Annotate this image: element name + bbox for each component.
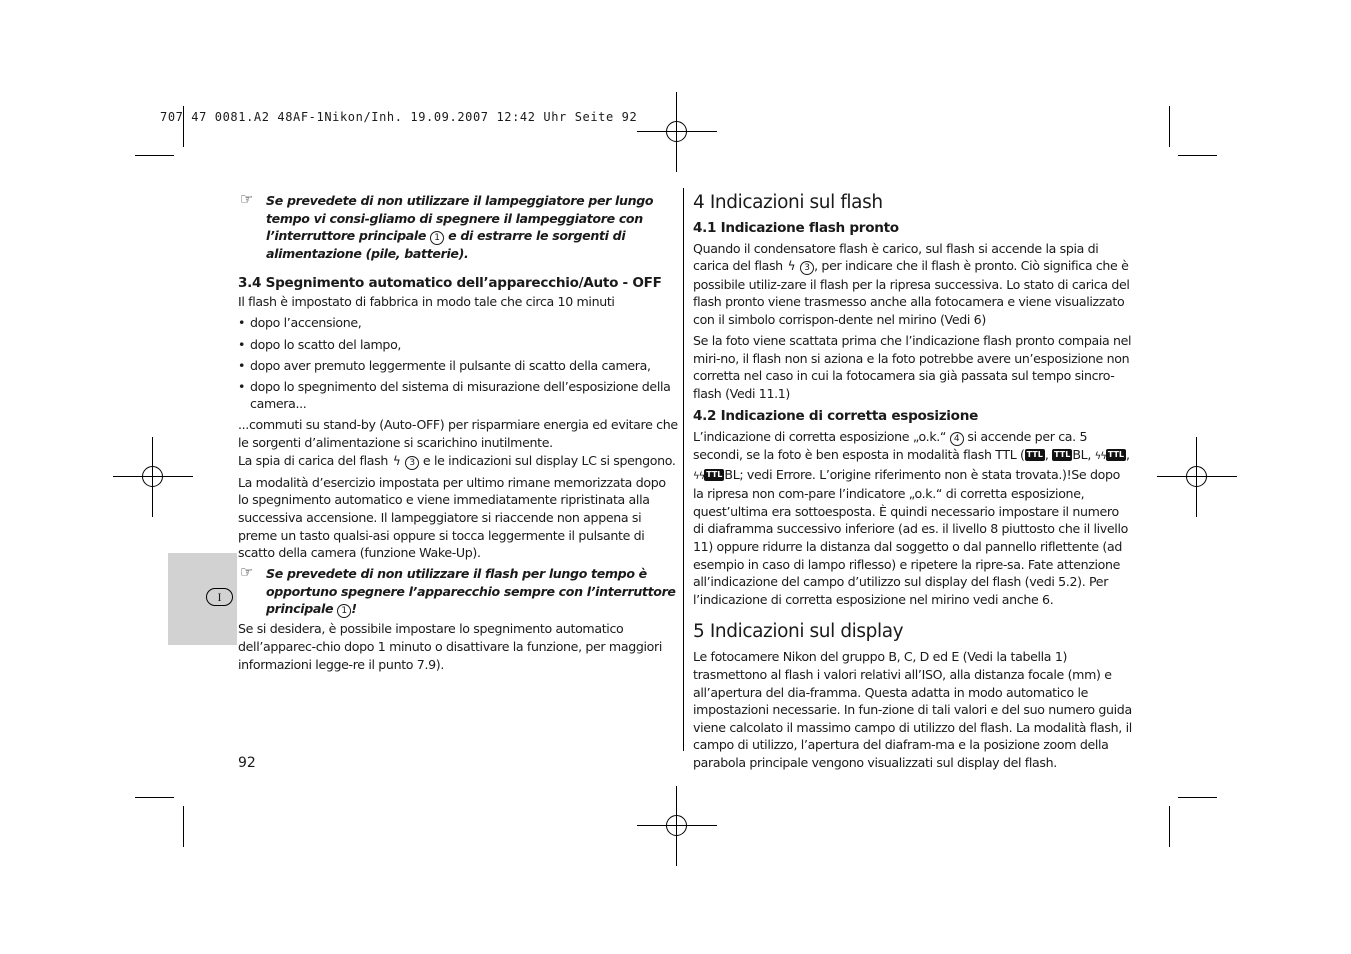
page-number: 92 (238, 755, 256, 771)
pointing-hand-icon: ☞ (240, 563, 254, 582)
section-heading-4-1: 4.1 Indicazione flash pronto (693, 220, 899, 236)
crop-mark-tr-vertical (1169, 106, 1170, 147)
note-text-tail: ! (351, 601, 357, 617)
ttl-mode-icon: TTL (706, 469, 723, 479)
crop-mark-bl-horizontal (135, 797, 174, 798)
section-heading-4-2: 4.2 Indicazione di corretta esposizione (693, 408, 978, 425)
pointing-hand-icon: ☞ (240, 190, 254, 208)
list-item: • dopo lo spegnimento del sistema di misurazione dell’esposizione della camera... (238, 378, 671, 412)
crop-mark-bl-vertical (183, 806, 184, 847)
circled-number-icon: 3 (800, 261, 814, 275)
ttl-mode-icon: TTL (1107, 450, 1125, 460)
crop-mark-tl-horizontal (135, 155, 174, 156)
paragraph-auto-off: ...commuti su stand-by (Auto-OFF) per risparmiare energia ed evitare che le sorgenti d’alimentazione si scarichino inutilmente. (238, 417, 678, 451)
language-tab-label: I (206, 588, 233, 606)
paragraph-flash-not-ready: Se la foto viene scattata prima che l’indicazione flash pronto compaia nel miri-no, il flash non si aziona e la foto potrebbe avere un’esposizione non corretta nel caso in cui la fotocamera sia già passata sul tempo sincro-flash (Vedi 11.1) (693, 333, 1132, 401)
paragraph-display: Le fotocamere Nikon del gruppo B, C, D ed E (Vedi la tabella 1) trasmettono al flash i valori relativi all’ISO, alla distanza focale (mm) e all’apertura del dia-framma. Questa adatta in modo automatico le impostazioni necessarie. In fun-zione di tali valori e del suo numero guida viene calcolato il massimo campo di utilizzo del flash. La modalità flash, il campo di utilizzo, l’apertura del diafram-ma e la posizione zoom della parabola principale vengono visualizzati sul display del flash. (693, 649, 1132, 770)
list-item: • dopo lo scatto del lampo, (238, 336, 402, 352)
list-item: • dopo l’accensione, (238, 315, 362, 331)
note-long-storage (238, 192, 678, 263)
list-item: • dopo aver premuto leggermente il pulsante di scatto della camera, (238, 357, 651, 373)
section-heading-4: 4 Indicazioni sul flash (693, 192, 883, 213)
slow-sync-icon: ϟϟ (693, 470, 705, 482)
paragraph-mode-memory: La modalità d’esercizio impostata per ultimo rimane memorizzata dopo lo spegnimento automatico e viene immediatamente ripristinata alla successiva accensione. Il lampeggiatore si riaccende non appena si preme un tasto qualsi-asi oppure si tocca leggermente il pulsante di scatto della camera (funzione Wake-Up). (238, 474, 666, 561)
lightning-bolt-icon: ϟ (787, 259, 796, 274)
paragraph-spia: La spia di carica del flash ϟ 3 e le indicazioni sul display LC si spengono. (238, 452, 678, 471)
right-column (693, 191, 1133, 772)
column-divider (683, 188, 684, 751)
note-main-switch (238, 565, 678, 618)
print-slug-line: 707 47 0081.A2 48AF-1Nikon/Inh. 19.09.2007 12:42 Uhr Seite 92 (160, 110, 638, 124)
intro-text: Il flash è impostato di fabbrica in modo tale che circa 10 minuti (238, 294, 615, 310)
left-column (238, 192, 678, 673)
section-heading-3-4: 3.4 Spegnimento automatico dell’apparecchio/Auto - OFF (238, 274, 662, 291)
registration-mark-top (637, 92, 717, 172)
note-text-tail: e di estrarre le sorgenti di alimentazione (pile, batterie). (266, 228, 626, 262)
ttl-mode-icon: TTL (1054, 450, 1071, 460)
note-text: Se prevedete di non utilizzare il lampeggiatore per lungo tempo vi consi-gliamo di spegnere il lampeggiatore con l’interruttore principale (266, 193, 654, 244)
circled-number-icon: 3 (405, 456, 419, 470)
language-tab (168, 553, 237, 645)
registration-mark-right (1157, 437, 1237, 517)
circled-number-icon: 1 (430, 231, 444, 245)
lightning-bolt-icon: ϟ (392, 453, 401, 468)
registration-mark-bottom (637, 786, 717, 866)
ttl-mode-icon: TTL (1026, 450, 1043, 460)
registration-mark-left (113, 437, 193, 517)
circled-number-icon: 4 (950, 432, 964, 446)
crop-mark-br-horizontal (1178, 797, 1217, 798)
paragraph-settings: Se si desidera, è possibile impostare lo spegnimento automatico dell’apparec-chio dopo 1 minuto o disattivare la funzione, per maggiori informazioni legge-re il punto 7.9). (238, 621, 662, 672)
section-heading-5: 5 Indicazioni sul display (693, 621, 904, 643)
paragraph-flash-ready: Quando il condensatore flash è carico, sul flash si accende la spia di carica del flash ϟ 3 , per indicare che il flash è pronto. Ciò significa che è possibile utiliz-zare il flash per la ripresa successiva. Lo stato di carica del flash pronto viene trasmesso anche alla fotocamera e viene visualizzato con il simbolo corrispon-dente nel mirino (Vedi 6) (693, 240, 1130, 327)
note-text: Se prevedete di non utilizzare il flash per lungo tempo è opportuno spegnere l’apparecchio sempre con l’interruttore principale (266, 566, 676, 617)
circled-number-icon: 1 (337, 604, 351, 618)
crop-mark-tr-horizontal (1178, 155, 1217, 156)
slow-sync-icon: ϟϟ (1094, 451, 1106, 463)
crop-mark-br-vertical (1169, 806, 1170, 847)
paragraph-exposure: L’indicazione di corretta esposizione „o.k.“ 4 si accende per ca. 5 secondi, se la foto è ben esposta in modalità flash TTL ( TTL , TTL BL, ϟϟ TTL , ϟϟ TTL BL; vedi Errore. L’origine riferimento non è stata trovata.)!Se dopo la ripresa non com-pare l’indicatore „o.k.“ di corretta esposizione, quest’ultima era sottoesposta. È quindi necessario impostare il numero di diaframma successivo inferiore (ad es. il livello 8 piuttosto che il livello 11) oppure ridurre la distanza dal soggetto o dal pannello riflettente (ad esempio in caso di lampo riflesso) e ripetere la ripre-sa. Fate attenzione all’indicazione del campo d’utilizzo sul display del flash (vedi 5.2). Per l’indicazione di corretta esposizione nel mirino vedi anche 6. (693, 429, 1130, 607)
